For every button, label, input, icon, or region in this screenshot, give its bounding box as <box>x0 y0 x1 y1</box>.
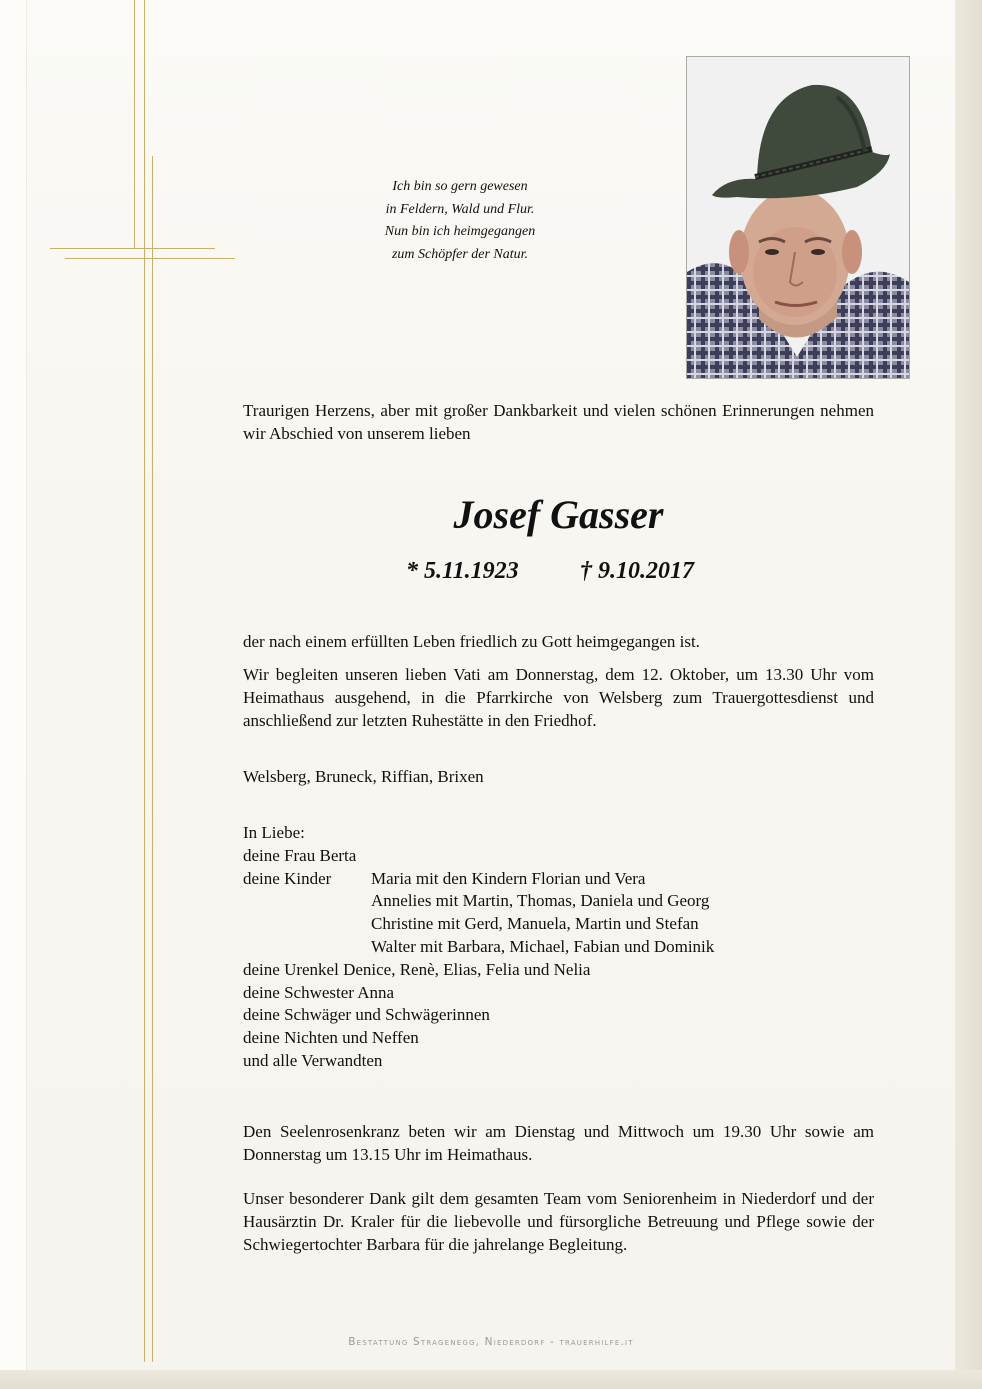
poem-line: in Feldern, Wald und Flur. <box>385 201 535 217</box>
mourner-entry: deine Urenkel Denice, Renè, Elias, Felia und Nelia <box>243 959 591 979</box>
poem <box>330 176 590 266</box>
footer-credit: Bestattung Stragenegg, Niederdorf - trauerhilfe.it <box>348 1336 634 1348</box>
poem-line: Nun bin ich heimgegangen <box>384 224 536 239</box>
child-entry: Annelies mit Martin, Thomas, Daniela und Georg <box>371 891 710 911</box>
funeral-details: Wir begleiten unseren lieben Vati am Donnerstag, dem 12. Oktober, um 13.30 Uhr vom Heimathaus ausgehend, in die Pfarrkirche von Welsberg zum Trauergottesdienst und anschließend zur letzten Ruhestätte in den Friedhof. <box>243 665 874 730</box>
mourner-entry: und alle Verwandten <box>243 1050 383 1070</box>
poem-line: zum Schöpfer der Natur. <box>391 246 529 262</box>
thanks-notice: Unser besonderer Dank gilt dem gesamten Team vom Seniorenheim in Niederdorf und der Hausärztin Dr. Kraler für die liebevolle und fürsorgliche Betreuung und Pflege sowie der Schwiegertochter Barbara für die jahrelange Begleitung. <box>243 1189 874 1254</box>
intro-text: Traurigen Herzens, aber mit großer Dankbarkeit und vielen schönen Erinnerungen nehmen wir Abschied von unserem lieben <box>243 401 874 443</box>
death-date: † 9.10.2017 <box>580 558 694 584</box>
mourner-entry: deine Schwester Anna <box>243 982 395 1002</box>
places-line: Welsberg, Bruneck, Riffian, Brixen <box>243 767 484 786</box>
page-margin-left <box>0 0 27 1370</box>
deceased-name: Josef Gasser <box>453 492 664 537</box>
page-shadow-right <box>955 0 982 1389</box>
mourner-entry: deine Schwäger und Schwägerinnen <box>243 1005 490 1025</box>
children-group <box>243 868 874 959</box>
child-entry: Christine mit Gerd, Manuela, Martin und Stefan <box>371 914 699 934</box>
children-label: deine Kinder <box>243 868 332 888</box>
portrait-photo <box>686 56 910 379</box>
child-entry: Walter mit Barbara, Michael, Fabian und Dominik <box>371 936 715 956</box>
child-entry: Maria mit den Kindern Florian und Vera <box>371 868 646 888</box>
mourners-heading: In Liebe: <box>243 823 305 842</box>
children-list <box>371 868 714 959</box>
mourner-entry: deine Nichten und Neffen <box>243 1028 419 1048</box>
birth-date: * 5.11.1923 <box>406 558 519 584</box>
portrait-image <box>687 57 909 378</box>
mourners-list <box>243 822 874 1073</box>
poem-line: Ich bin so gern gewesen <box>392 179 528 194</box>
mourner-entry: deine Frau Berta <box>243 845 357 865</box>
rosary-notice: Den Seelenrosenkranz beten wir am Dienstag und Mittwoch um 19.30 Uhr sowie am Donnerstag um 13.15 Uhr im Heimathaus. <box>243 1122 874 1164</box>
page-shadow-bottom <box>0 1370 982 1389</box>
passing-statement: der nach einem erfüllten Leben friedlich zu Gott heimgegangen ist. <box>243 632 700 651</box>
